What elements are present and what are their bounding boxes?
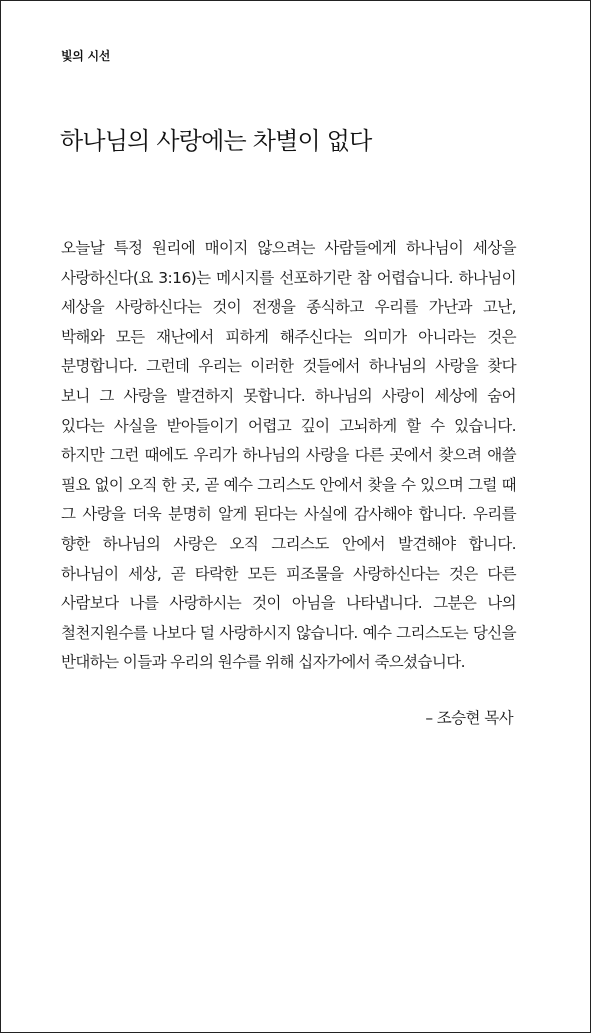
article-body: 오늘날 특정 원리에 매이지 않으려는 사람들에게 하나님이 세상을 사랑하신다(요 3:16)는 메시지를 선포하기란 참 어렵습니다. 하나님이 세상을 사랑하신다는 것이 전쟁을 종식하고 우리를 가난과 고난, 박해와 모든 재난에서 피하게 해주신다는 의미가 아니라는 것은 분명합니다. 그런데 우리는 이러한 것들에서 하나님의 사랑을 찾다 보니 그 사랑을 발견하지 못합니다. 하나님의 사랑이 세상에 숨어 있다는 사실을 받아들이기 어렵고 깊이 고뇌하게 할 수 있습니다. 하지만 그런 때에도 우리가 하나님의 사랑을 다른 곳에서 찾으려 애쓸 필요 없이 오직 한 곳, 곧 예수 그리스도 안에서 찾을 수 있으며 그럴 때 그 사랑을 더욱 분명히 알게 된다는 사실에 감사해야 합니다. 우리를 향한 하나님의 사랑은 오직 그리스도 안에서 발견해야 합니다. 하나님이 세상, 곧 타락한 모든 피조물을 사랑하신다는 것은 다른 사람보다 나를 사랑하시는 것이 아님을 나타냅니다. 그분은 나의 철천지원수를 나보다 덜 사랑하시지 않습니다. 예수 그리스도는 당신을 반대하는 이들과 우리의 원수를 위해 십자가에서 죽으셨습니다. [61, 239, 516, 672]
article-title: 하나님의 사랑에는 차별이 없다 [60, 127, 372, 155]
section-label: 빛의 시선 [61, 49, 111, 63]
author-signature: – 조승현 목사 [425, 709, 513, 727]
